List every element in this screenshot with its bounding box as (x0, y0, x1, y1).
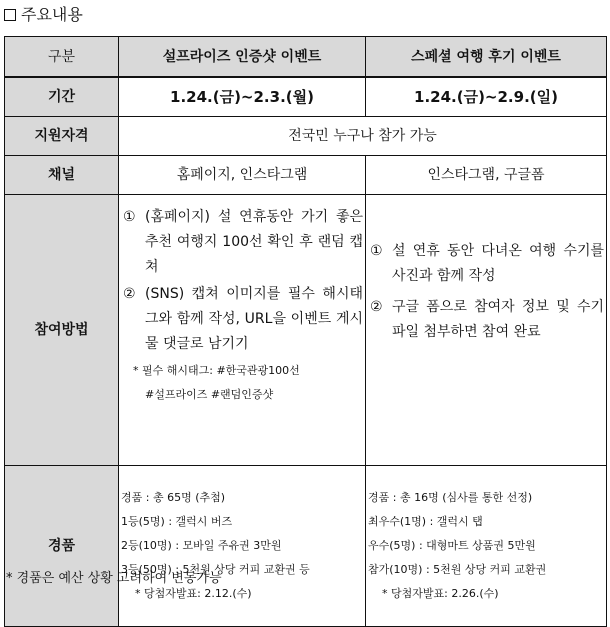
header-event2-cell: 스페셜 여행 후기 이벤트 (366, 37, 607, 78)
method-item-text: (홈페이지) 설 연휴동안 가기 좋은 추천 여행지 100선 확인 후 랜덤 캡쳐 (145, 209, 363, 275)
prize-row (5, 466, 607, 627)
method-item (368, 239, 604, 289)
prize-line: 최우수(1명) : 갤럭시 탭 (368, 515, 483, 528)
period-label: 기간 (5, 77, 119, 117)
header-event1-cell: 설프라이즈 인증샷 이벤트 (119, 37, 366, 78)
event-summary-table (4, 36, 607, 627)
prize-line: 경품 : 총 65명 (추첨) (121, 491, 226, 504)
method-event2 (366, 195, 607, 466)
prize-label: 경품 (5, 466, 119, 627)
footnote: * 경품은 예산 상황 고려하여 변동가능 (6, 571, 222, 586)
period-event1: 1.24.(금)~2.3.(월) (119, 77, 366, 117)
header-label-cell: 구분 (5, 37, 119, 78)
period-row (5, 77, 607, 117)
circled-number-icon: ① (123, 209, 136, 225)
table-header-row (5, 37, 607, 78)
prize-event1 (119, 466, 366, 627)
checkbox-square-icon (4, 9, 16, 21)
section-heading (4, 4, 83, 26)
method-label: 참여방법 (5, 195, 119, 466)
method-row (5, 195, 607, 466)
method-item-text: (SNS) 캡쳐 이미지를 필수 해시태그와 함께 작성, URL을 이벤트 게시물 댓글로 남기기 (145, 286, 363, 352)
prize-line: 3등(50명) : 5천원 상당 커피 교환권 등 (121, 563, 310, 576)
circled-number-icon: ② (123, 286, 136, 302)
method-item (121, 205, 363, 280)
prize-line: 1등(5명) : 갤럭시 버즈 (121, 515, 233, 528)
circled-number-icon: ① (370, 243, 383, 259)
eligibility-label: 지원자격 (5, 117, 119, 156)
prize-event2 (366, 466, 607, 627)
section-heading-text: 주요내용 (21, 5, 83, 24)
prize-line: 경품 : 총 16명 (심사를 통한 선정) (368, 491, 533, 504)
prize-line: 2등(10명) : 모바일 주유권 3만원 (121, 539, 282, 552)
method-item-text: 설 연휴 동안 다녀온 여행 수기를 사진과 함께 작성 (392, 243, 604, 284)
eligibility-value: 전국민 누구나 참가 가능 (119, 117, 607, 156)
method-item-text: 구글 폼으로 참여자 정보 및 수기 파일 첨부하면 참여 완료 (392, 299, 604, 340)
channel-label: 채널 (5, 156, 119, 195)
channel-event2: 인스타그램, 구글폼 (366, 156, 607, 195)
method-event1 (119, 195, 366, 466)
channel-event1: 홈페이지, 인스타그램 (119, 156, 366, 195)
prize-line: 우수(5명) : 대형마트 상품권 5만원 (368, 539, 536, 552)
eligibility-row (5, 117, 607, 156)
hashtag-note-continued: #설프라이즈 #랜덤인증샷 (145, 388, 274, 401)
prize-line: 참가(10명) : 5천원 상당 커피 교환권 (368, 563, 547, 576)
channel-row (5, 156, 607, 195)
winner-announcement: * 당첨자발표: 2.26.(수) (382, 587, 499, 600)
method-item (368, 295, 604, 345)
winner-announcement: * 당첨자발표: 2.12.(수) (135, 587, 252, 600)
period-event2: 1.24.(금)~2.9.(일) (366, 77, 607, 117)
method-item (121, 282, 363, 357)
circled-number-icon: ② (370, 299, 383, 315)
hashtag-note: * 필수 해시태그: #한국관광100선 (133, 364, 300, 377)
